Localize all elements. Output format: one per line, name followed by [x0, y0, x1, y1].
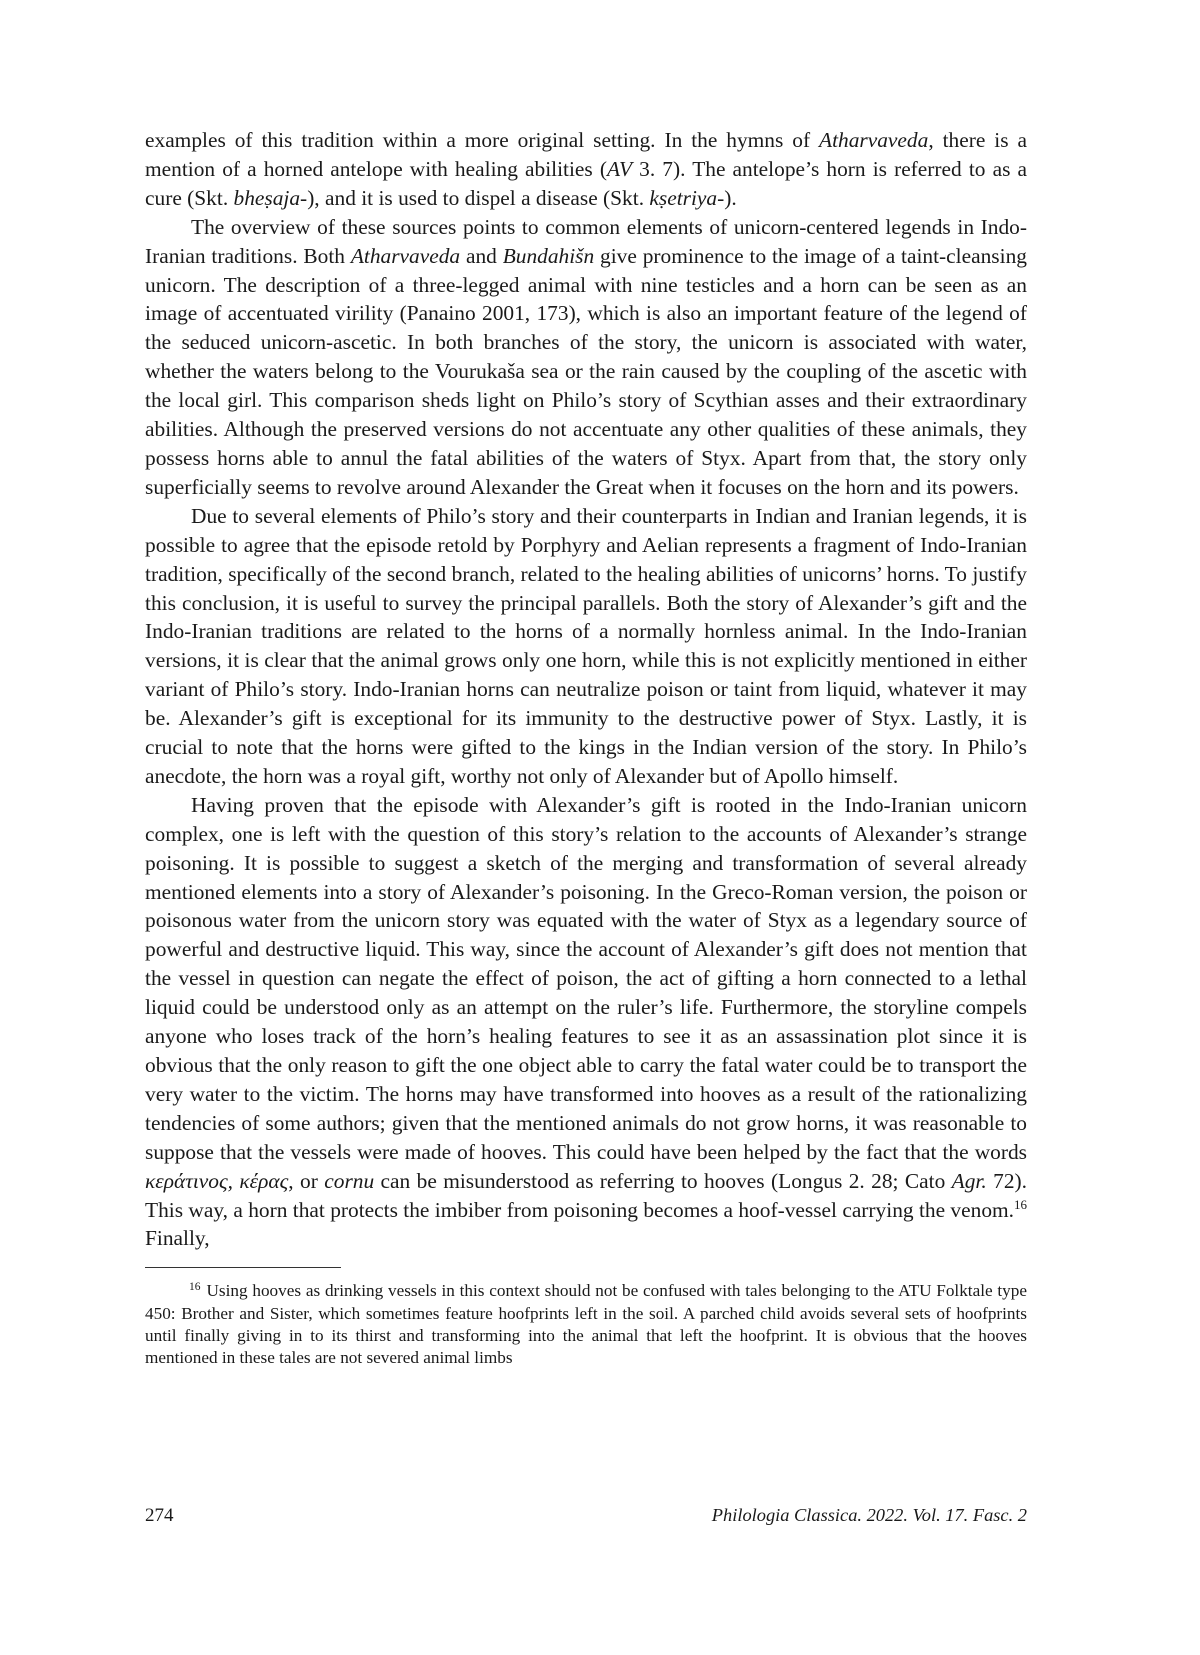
p2-italic-2: Bundahišn [502, 243, 595, 268]
p1-text-1: examples of this tradition within a more original setting. In the hymns of [145, 128, 820, 152]
p4-text-3: can be misunderstood as referring to hooves (Longus 2. 28; Cato [374, 1168, 952, 1193]
footnote-reference[interactable]: 16 [1014, 1196, 1027, 1212]
p2-italic-1: Atharvaveda [350, 243, 461, 268]
footnote [145, 1280, 1027, 1369]
p4-italic-3: Agr. [951, 1168, 987, 1193]
p4-text-1: Having proven that the episode with Alexander’s gift is rooted in the Indo-Iranian unicorn complex, one is left with the question of this story’s relation to the accounts of Alexander’s strange poisoning. It is possible to suggest a sketch of the merging and transformation of several already mentioned elements into a story of Alexander’s poisoning. In the Greco-Roman version, the poison or poisonous water from the unicorn story was equated with the water of Styx as a legendary source of powerful and destructive liquid. This way, since the account of Alexander’s gift does not mention that the vessel in question can negate the effect of poison, the act of gifting a horn connected to a lethal liquid could be understood only as an attempt on the ruler’s life. Furthermore, the storyline compels anyone who loses track of the horn’s healing features to see it as an assassination plot since it is obvious that the only reason to gift the one object able to carry the fatal water could be to transport the very water to the victim. The horns may have transformed into hooves as a result of the rationalizing tendencies of some authors; given that the mentioned animals do not grow horns, it was reasonable to suppose that the vessels were made of hooves. This could have been helped by the fact that the words [145, 792, 1027, 1164]
p1-italic-2: AV [606, 156, 633, 181]
p4-italic-2: cornu [324, 1168, 375, 1193]
p1-italic-3: bheṣaja- [233, 185, 308, 210]
paragraph-2 [145, 213, 1027, 502]
p2-text-2: and [460, 243, 503, 268]
p1-text-2: , there is a mention of a horned antelope with healing abilities ( [145, 128, 1027, 181]
paragraph-3: Due to several elements of Philo’s story and their counterparts in Indian and Iranian legends, it is possible to agree that the episode retold by Porphyry and Aelian represents a fragment of Indo-Iranian tradition, specifically of the second branch, related to the healing abilities of unicorns’ horns. To justify this conclusion, it is useful to survey the principal parallels. Both the story of Alexander’s gift and the Indo-Iranian traditions are related to the horns of a normally hornless animal. In the Indo-Iranian versions, it is clear that the animal grows only one horn, while this is not explicitly mentioned in either variant of Philo’s story. Indo-Iranian horns can neutralize poison or taint from liquid, whatever it may be. Alexander’s gift is exceptional for its immunity to the destructive power of Styx. Lastly, it is crucial to note that the horns were gifted to the kings in the Indian version of the story. In Philo’s anecdote, the horn was a royal gift, worthy not only of Alexander but of Apollo himself. [145, 503, 1027, 788]
p4-italic-1: κεράτινος, κέρας [145, 1168, 289, 1193]
p1-italic-1: Atharvaveda [819, 128, 929, 152]
p4-text-4: 72). This way, a horn that protects the imbiber from poisoning becomes a hoof-vessel carrying the venom. [145, 1168, 1027, 1222]
footnote-divider [145, 1267, 341, 1268]
p1-text-3: 3. 7). The antelope’s horn is referred to as a cure (Skt. [145, 156, 1028, 210]
p1-text-4: ), and it is used to dispel a disease (Skt. [307, 185, 650, 210]
p1-italic-4: kṣetriya- [649, 185, 725, 210]
p2-text-3: give prominence to the image of a taint-cleansing unicorn. The description of a three-legged animal with nine testicles and a horn can be seen as an image of accentuated virility (Panaino 2001, 173), which is also an important feature of the legend of the seduced unicorn-ascetic. In both branches of the story, the unicorn is associated with water, whether the waters belong to the Vourukaša sea or the rain caused by the coupling of the ascetic with the local girl. This comparison sheds light on Philo’s story of Scythian asses and their extraordinary abilities. Although the preserved versions do not accentuate any other qualities of these animals, they possess horns able to annul the fatal abilities of the waters of Styx. Apart from that, the story only superficially seems to revolve around Alexander the Great when it focuses on the horn and its powers. [145, 243, 1027, 499]
paragraph-4 [145, 791, 1027, 1254]
p2-text-1: The overview of these sources points to common elements of unicorn-centered legends in Indo-Iranian traditions. Both [145, 214, 1027, 268]
p1-text-5: ). [724, 185, 737, 210]
journal-reference: Philologia Classica. 2022. Vol. 17. Fasc. 2 [711, 1505, 1027, 1525]
page-number: 274 [145, 1505, 174, 1526]
p4-text-2: , or [288, 1168, 325, 1193]
page-content [145, 126, 1027, 1369]
p4-text-5: Finally, [145, 1226, 210, 1251]
footnote-text: Using hooves as drinking vessels in this context should not be confused with tales belonging to the ATU Folktale type 450: Brother and Sister, which sometimes feature hoofprints left in the soil. A parched child avoids several sets of hoofprints until finally giving in to its thirst and transforming into the animal that left the hoofprint. It is obvious that the hooves mentioned in these tales are not severed animal limbs [145, 1281, 1027, 1367]
page-footer [145, 1505, 1027, 1533]
footnote-number: 16 [189, 1280, 201, 1293]
paragraph-1 [145, 126, 1027, 213]
body-text [145, 126, 1027, 1253]
